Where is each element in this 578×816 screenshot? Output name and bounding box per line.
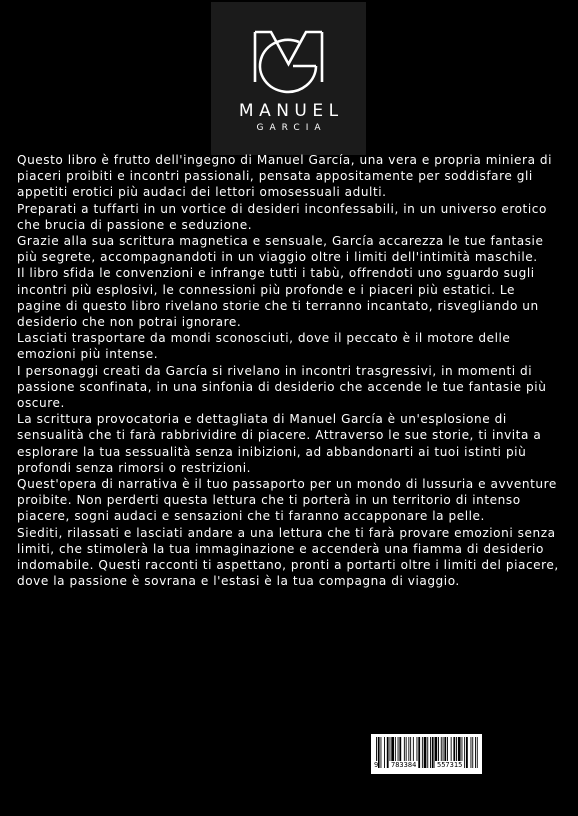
logo-surname: GARCIA (256, 123, 327, 133)
blurb-paragraph: I personaggi creati da García si rivelano in incontri trasgressivi, in momenti di passione sconfinata, in una sinfonia di desiderio che accende le tue fantasie più oscure. (17, 363, 547, 411)
barcode-first-digit: 9 (374, 761, 379, 769)
blurb-paragraph: Questo libro è frutto dell'ingegno di Manuel García, una vera e propria miniera di piaceri proibiti e incontri passionali, pensata appositamente per soddisfare gli appetiti erotici più audaci dei lettori omosessuali adulti. (17, 153, 553, 200)
blurb-paragraph: La scrittura provocatoria e dettagliata di Manuel García è un'esplosione di sensualità che ti farà rabbrividire di piacere. Attraverso le sue storie, ti invita a esplorare la tua sessualità senza inibizioni, ad abbandonarti ai tuoi istinti più profondi senza rimorsi o restrizioni. (17, 412, 542, 475)
blurb-paragraph: Siediti, rilassati e lasciati andare a una lettura che ti farà provare emozioni senza limiti, che stimolerà la tua immaginazione e accenderà una fiamma di desiderio indomabile. Questi racconti ti aspettano, pronti a portarti oltre i limiti del piacere, dove la passione è sovrana e l'estasi è la tua compagna di viaggio. (17, 525, 559, 589)
blurb-paragraph: Preparati a tuffarti in un vortice di desideri inconfessabili, in un universo erotico che brucia di passione e seduzione. (17, 201, 547, 232)
logo-name: MANUEL (238, 101, 344, 121)
blurb-paragraph: Lasciati trasportare da mondi sconosciuti, dove il peccato è il motore delle emozioni più intense. (17, 331, 511, 362)
barcode-bars-icon (371, 734, 482, 774)
barcode-left-digits: 783384 (391, 761, 417, 769)
author-logo (211, 2, 366, 155)
blurb-paragraph: Quest'opera di narrativa è il tuo passaporto per un mondo di lussuria e avventure proibite. Non perderti questa lettura che ti porterà in un territorio di intenso piacere, sogni audaci e sensazioni che ti faranno accapponare la pelle. (17, 477, 557, 524)
mg-monogram-icon (241, 24, 336, 102)
isbn-barcode (371, 734, 482, 774)
blurb-paragraph: Il libro sfida le convenzioni e infrange tutti i tabù, offrendoti uno sguardo sugli incontri più esplosivi, le connessioni più profonde e i piaceri più estatici. Le pagine di questo libro rivelano storie che ti terranno incantato, risvegliando un desiderio che non potrai ignorare. (17, 266, 539, 330)
blurb-paragraph: Grazie alla sua scrittura magnetica e sensuale, García accarezza le tue fantasie più segrete, accompagnandoti in un viaggio oltre i limiti dell'intimità maschile. (17, 234, 544, 265)
back-cover-blurb (17, 152, 563, 589)
barcode-right-digits: 557315 (437, 761, 463, 769)
